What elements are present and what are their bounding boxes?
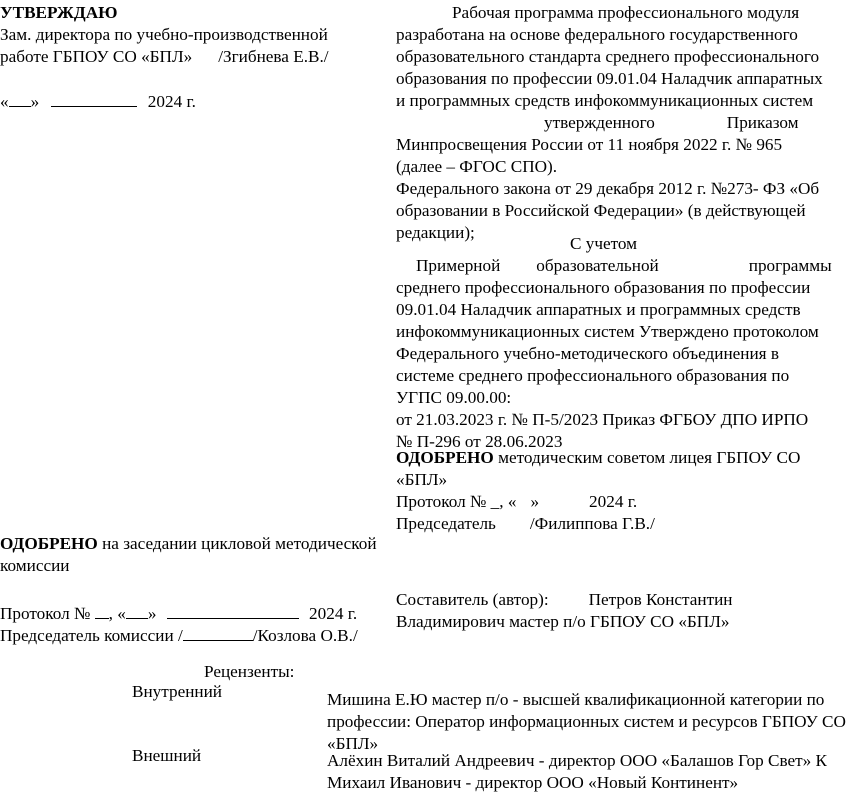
approve-date: « » 2024 г. [0, 92, 196, 111]
author-block: Составитель (автор): Петров Константин Владимирович мастер п/о ГБПОУ СО «БПЛ» [396, 590, 733, 631]
chair-signature-blank[interactable] [183, 624, 253, 641]
commission-month-blank[interactable] [167, 602, 299, 619]
external-reviewer-label: Внешний [132, 746, 202, 765]
external-reviewer: Алёхин Виталий Андреевич - директор ООО «Балашов Гор Свет» К Михаил Иванович - директор ООО «Новый Континент» [327, 751, 827, 792]
considering-block: С учетом Примерной образовательной программы среднего профессионального образования по профессии 09.01.04 Наладчик аппаратных и программных средств инфокоммуникационных систем Утверждено протоколом Федерального учебно-методического объединения в системе среднего профессионального образования по УГПС 09.00.00: от 21.03.2023 г. № П-5/2023 Приказ ФГБОУ ДПО ИРПО № П-296 от 28.06.2023 [396, 233, 836, 453]
approve-line2: работе ГБПОУ СО «БПЛ» /Згибнева Е.В./ [0, 47, 329, 66]
considering-heading: С учетом [570, 234, 638, 253]
lyceum-council-block: ОДОБРЕНО методическим советом лицея ГБПОУ СО «БПЛ» Протокол № _, « » 2024 г. Председатель /Филиппова Г.В./ [396, 448, 801, 533]
commission-day-blank[interactable] [126, 602, 148, 619]
day-blank[interactable] [9, 90, 31, 107]
internal-reviewer: Мишина Е.Ю мастер п/о - высшей квалификационной категории по профессии: Оператор информационных систем и ресурсов ГБПОУ СО «БПЛ» [327, 690, 846, 753]
approve-heading: УТВЕРЖДАЮ [0, 3, 118, 22]
approval-block [0, 2, 329, 112]
commission-block: ОДОБРЕНО на заседании цикловой методической комиссии Протокол № , « » 2024 г. Председатель комиссии / /Козлова О.В./ [0, 534, 377, 645]
approve-line1: Зам. директора по учебно-производственной [0, 25, 328, 44]
program-description: Рабочая программа профессионального модуля разработана на основе федерального государственного образовательного стандарта среднего профессионального образования по профессии 09.01.04 Наладчик аппаратных и программных средств инфокоммуникационных систем утвержденного Приказом Минпросвещения России от 11 ноября 2022 г. № 965 (далее – ФГОС СПО). Федерального закона от 29 декабря 2012 г. №273- ФЗ «Об образовании в Российской Федерации» (в действующей редакции); [396, 2, 836, 244]
commission-number-blank[interactable] [95, 602, 109, 619]
commission-chair: Председатель комиссии / /Козлова О.В./ [0, 626, 358, 645]
internal-reviewer-label: Внутренний [132, 682, 222, 701]
reviewers-heading: Рецензенты: [204, 662, 295, 681]
commission-protocol: Протокол № , « » 2024 г. [0, 604, 358, 623]
month-blank[interactable] [51, 90, 137, 107]
program-line1: Рабочая программа профессионального модуля [452, 3, 800, 22]
